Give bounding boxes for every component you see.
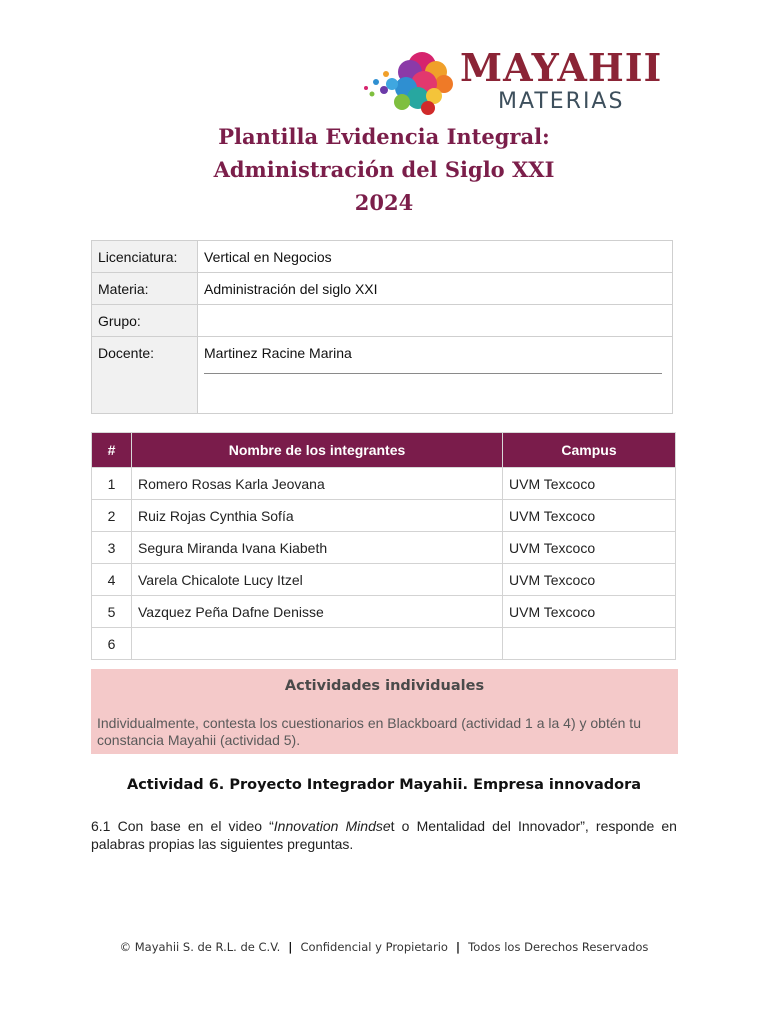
table-row (92, 596, 676, 628)
member-campus: UVM Texcoco (503, 500, 676, 532)
materia-value: Administración del siglo XXI (198, 273, 673, 305)
member-name: Varela Chicalote Lucy Itzel (132, 564, 503, 596)
member-number: 1 (92, 468, 132, 500)
member-campus (503, 628, 676, 660)
member-name: Romero Rosas Karla Jeovana (132, 468, 503, 500)
members-table (91, 432, 676, 660)
footer-separator: | (455, 940, 461, 954)
table-row (92, 500, 676, 532)
materia-row (92, 273, 673, 305)
header-number: # (92, 433, 132, 468)
docente-row (92, 337, 673, 414)
title-year: 2024 (354, 190, 414, 215)
footer-company: © Mayahii S. de R.L. de C.V. (119, 940, 281, 954)
docente-value: Martinez Racine Marina (204, 345, 352, 361)
licenciatura-row (92, 241, 673, 273)
logo-sub-text: MATERIAS (498, 89, 625, 114)
question-6-1 (91, 817, 677, 853)
member-number: 6 (92, 628, 132, 660)
footer-confidential: Confidencial y Propietario (300, 940, 448, 954)
title-line-1: Plantilla Evidencia Integral: (218, 124, 550, 149)
footer-rights: Todos los Derechos Reservados (468, 940, 649, 954)
member-campus: UVM Texcoco (503, 564, 676, 596)
docente-cell (198, 337, 673, 414)
header-campus: Campus (503, 433, 676, 468)
activities-title: Actividades individuales (284, 678, 485, 694)
member-campus: UVM Texcoco (503, 468, 676, 500)
activities-text: Individualmente, contesta los cuestionarios en Blackboard (actividad 1 a la 4) y obtén tu constancia Mayahii (actividad 5). (97, 715, 641, 748)
project-title: Actividad 6. Proyecto Integrador Mayahii. Empresa innovadora (126, 777, 642, 793)
docente-label: Docente: (92, 337, 198, 414)
licenciatura-label: Licenciatura: (92, 241, 198, 273)
individual-activities-box (91, 669, 678, 754)
member-number: 4 (92, 564, 132, 596)
members-header-row (92, 433, 676, 468)
member-number: 2 (92, 500, 132, 532)
licenciatura-value: Vertical en Negocios (198, 241, 673, 273)
grupo-row (92, 305, 673, 337)
member-name: Ruiz Rojas Cynthia Sofía (132, 500, 503, 532)
member-number: 5 (92, 596, 132, 628)
member-campus: UVM Texcoco (503, 596, 676, 628)
grupo-value (198, 305, 673, 337)
mayahii-logo (362, 44, 674, 120)
question-prefix: 6.1 Con base en el video “ (91, 818, 274, 834)
member-name: Vazquez Peña Dafne Denisse (132, 596, 503, 628)
table-row (92, 532, 676, 564)
colorful-head-profile-icon (362, 44, 462, 120)
course-info-table (91, 240, 673, 414)
question-video-title: Innovation Mindse (273, 818, 391, 834)
question-suffix: t o Mentalidad del Innovador”, responde en palabras propias las siguientes preguntas. (91, 818, 677, 852)
member-number: 3 (92, 532, 132, 564)
docente-divider (204, 373, 662, 374)
header-name: Nombre de los integrantes (132, 433, 503, 468)
table-row (92, 564, 676, 596)
table-row (92, 628, 676, 660)
grupo-label: Grupo: (92, 305, 198, 337)
logo-brand-text: MAYAHII (460, 45, 663, 90)
materia-label: Materia: (92, 273, 198, 305)
member-name: Segura Miranda Ivana Kiabeth (132, 532, 503, 564)
footer-separator: | (288, 940, 293, 954)
member-name (132, 628, 503, 660)
page-footer (0, 940, 768, 954)
member-campus: UVM Texcoco (503, 532, 676, 564)
table-row (92, 468, 676, 500)
title-line-2: Administración del Siglo XXI (213, 157, 555, 182)
